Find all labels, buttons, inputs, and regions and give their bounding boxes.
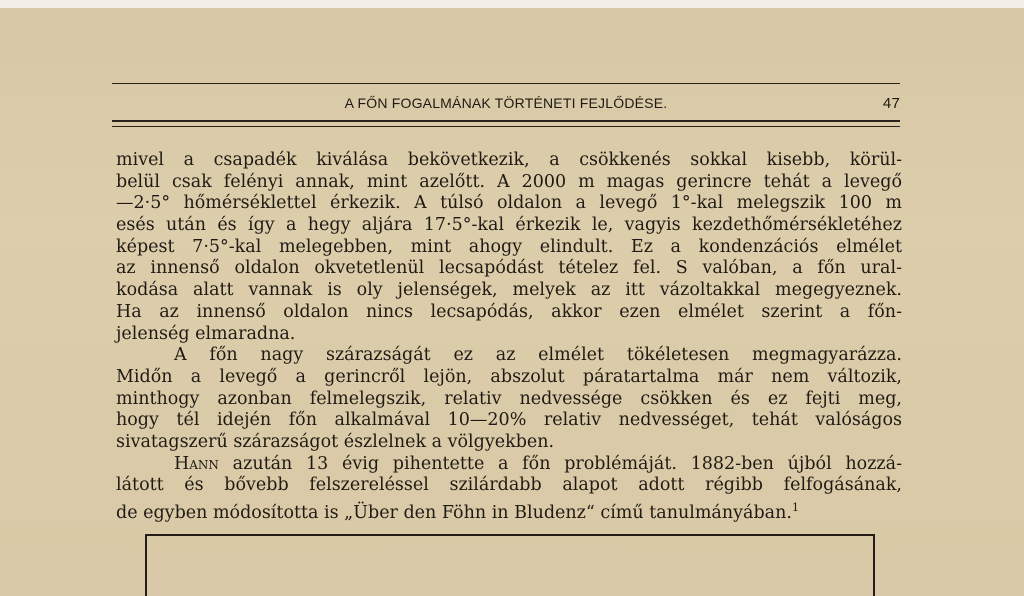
footnote-marker: 1: [791, 501, 799, 514]
text-line-hann: [116, 454, 902, 476]
text-line: kodása alatt vannak is oly jelenségek, melyek az itt vázoltakkal megegyeznek.: [116, 280, 902, 301]
text-line: Midőn a levegő a gerincről lejön, abszolut páratartalma már nem változik,: [116, 366, 902, 387]
text-line: az innenső oldalon okvetetlenül lecsapódást tételez fel. S valóban, a főn ural-: [116, 258, 902, 279]
text-fragment: azután 13 évig pihentette a főn problémáját. 1882-ben újból hozzá-: [218, 453, 902, 474]
author-name: Hann: [174, 453, 219, 474]
page-number: 47: [882, 95, 900, 112]
page-top-edge: [0, 0, 1024, 8]
text-line: esés után és így a hegy aljára 17·5°-kal érkezik le, vagyis kezdethőmérsékletéhez: [116, 215, 902, 236]
figure-frame: [145, 534, 875, 596]
text-line: képest 7·5°-kal melegebben, mint ahogy elindult. Ez a kondenzációs elmélet: [116, 236, 902, 257]
running-title: A FŐN FOGALMÁNAK TÖRTÉNETI FEJLŐDÉSE.: [344, 95, 668, 111]
text-line: hogy tél idején főn alkalmával 10—20% relativ nedvességet, tehát valóságos: [116, 410, 902, 431]
header-top-rule: [112, 83, 900, 84]
text-line: belül csak felényi annak, mint azelőtt. A 2000 m magas gerincre tehát a levegő: [116, 171, 902, 192]
running-head: [112, 95, 900, 115]
text-line: Ha az innenső oldalon nincs lecsapódás, akkor ezen elmélet szerint a főn-: [116, 301, 902, 322]
text-fragment: de egyben módosította is „Über den Föhn in Bludenz“ című tanulmányában.: [116, 502, 792, 523]
text-line: A főn nagy szárazságát ez az elmélet tökéletesen megmagyarázza.: [174, 345, 902, 366]
text-line: —2·5° hőmérséklettel érkezik. A túlsó oldalon a levegő 1°-kal melegszik 100 m: [116, 193, 902, 214]
text-line: mivel a csapadék kiválása bekövetkezik, a csökkenés sokkal kisebb, körül-: [116, 150, 902, 170]
header-bottom-rule: [112, 120, 900, 122]
text-line: minthogy azonban felmelegszik, relativ nedvessége csökken és ez fejti meg,: [116, 388, 902, 409]
text-line: sivatagszerű szárazságot észlelnek a völgyekben.: [116, 431, 555, 452]
header-bottom-rule-thin: [112, 126, 900, 127]
text-line: látott és bővebb felszereléssel szilárdabb alapot adott régibb felfogásának,: [116, 475, 902, 496]
body-text: [116, 150, 902, 523]
text-line: jelenség elmaradna.: [116, 323, 296, 344]
text-line-footnoted: [116, 497, 902, 523]
